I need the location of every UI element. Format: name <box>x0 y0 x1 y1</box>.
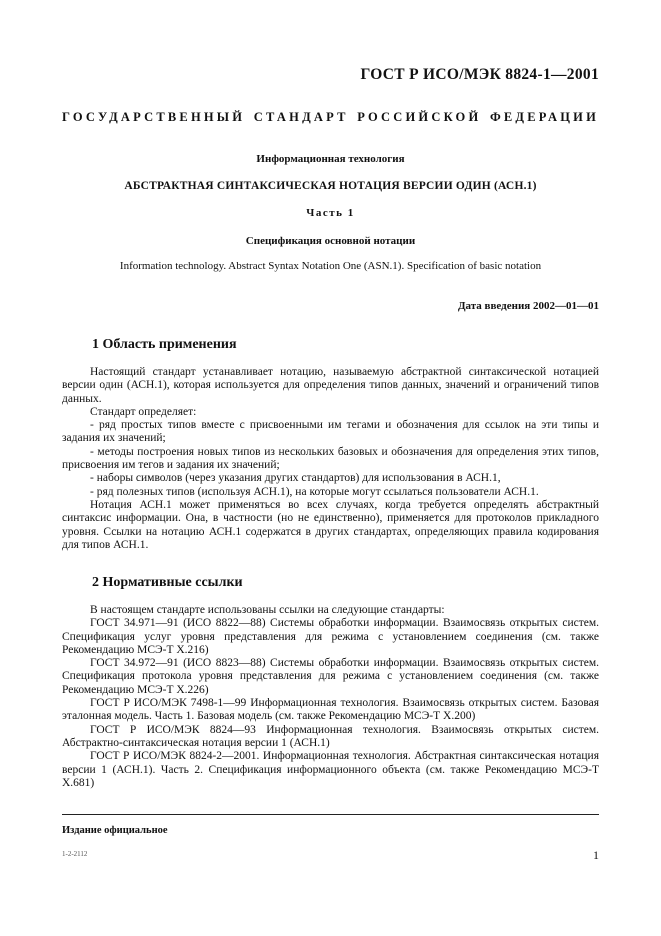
section-2-heading: 2 Нормативные ссылки <box>92 575 243 590</box>
page-number: 1 <box>593 848 599 862</box>
reference-item: ГОСТ 34.971—91 (ИСО 8822—88) Системы обработки информации. Взаимосвязь открытых систем. Спецификация услуг уровня представления для режима с установлением соединения (см. также Рекомендацию МСЭ-Т Х.216) <box>62 617 599 656</box>
paragraph: Нотация АСН.1 может применяться во всех случаях, когда требуется определять абстрактный синтаксис информации. Она, в частности (но не единственно), применяется для протоколов прикладного уровня. Ссылки на нотацию АСН.1 содержатся в других стандартах, определяющих правила кодирования для типов АСН.1. <box>62 498 599 551</box>
reference-item: ГОСТ Р ИСО/МЭК 8824—93 Информационная технология. Взаимосвязь открытых систем. Абстрактно-синтаксическая нотация версии 1 (АСН.1) <box>62 723 599 749</box>
paragraph: Настоящий стандарт устанавливает нотацию, называемую абстрактной синтаксической нотацией версии один (АСН.1), которая используется для определения типов данных, значений и ограничений типов данных. <box>62 366 599 405</box>
list-item: - ряд полезных типов (используя АСН.1), на которые могут ссылаться пользователи АСН.1. <box>90 485 539 498</box>
list-item: - методы построения новых типов из нескольких базовых и обозначения для определения этих типов, присвоения им тегов и задания их значений; <box>62 445 599 472</box>
list-item: - наборы символов (через указания других стандартов) для использования в АСН.1, <box>90 472 501 485</box>
standard-title: АБСТРАКТНАЯ СИНТАКСИЧЕСКАЯ НОТАЦИЯ ВЕРСИИ ОДИН (АСН.1) <box>124 180 537 192</box>
paragraph: Стандарт определяет: <box>90 405 197 418</box>
print-code: 1-2-2112 <box>62 850 88 858</box>
section-2-body <box>62 604 599 790</box>
document-code: ГОСТ Р ИСО/МЭК 8824-1—2001 <box>360 66 599 83</box>
reference-item: ГОСТ Р ИСО/МЭК 8824-2—2001. Информационная технология. Абстрактная синтаксическая нотация версии 1 (АСН.1). Часть 2. Спецификация информационного объекта (см. также Рекомендацию МСЭ-Т Х.681) <box>62 750 599 789</box>
paragraph: В настоящем стандарте использованы ссылки на следующие стандарты: <box>90 604 445 616</box>
list-item: - ряд простых типов вместе с присвоенными им тегами и обозначения для ссылок на эти типы и задания их значений; <box>62 419 599 445</box>
english-title: Information technology. Abstract Syntax Notation One (ASN.1). Specification of basic notation <box>119 260 542 272</box>
section-1-heading: 1 Область применения <box>92 337 237 352</box>
part-label: Часть 1 <box>306 207 355 219</box>
subject-title: Информационная технология <box>256 153 405 165</box>
part-title: Спецификация основной нотации <box>245 235 416 247</box>
edition-label: Издание официальное <box>62 825 168 836</box>
effective-date: Дата введения 2002—01—01 <box>457 300 599 312</box>
footer-divider <box>62 814 599 815</box>
reference-item: ГОСТ Р ИСО/МЭК 7498-1—99 Информационная технология. Взаимосвязь открытых систем. Базовая эталонная модель. Часть 1. Базовая модель (см. также Рекомендацию МСЭ-Т Х.200) <box>62 697 599 723</box>
section-1-body <box>62 366 599 552</box>
state-standard-title: ГОСУДАРСТВЕННЫЙ СТАНДАРТ РОССИЙСКОЙ ФЕДЕРАЦИИ <box>62 110 599 124</box>
reference-item: ГОСТ 34.972—91 (ИСО 8823—88) Системы обработки информации. Взаимосвязь открытых систем. Спецификация протокола уровня представления для режима с установлением соединения (см. также Рекомендацию МСЭ-Т Х.226) <box>62 657 599 696</box>
